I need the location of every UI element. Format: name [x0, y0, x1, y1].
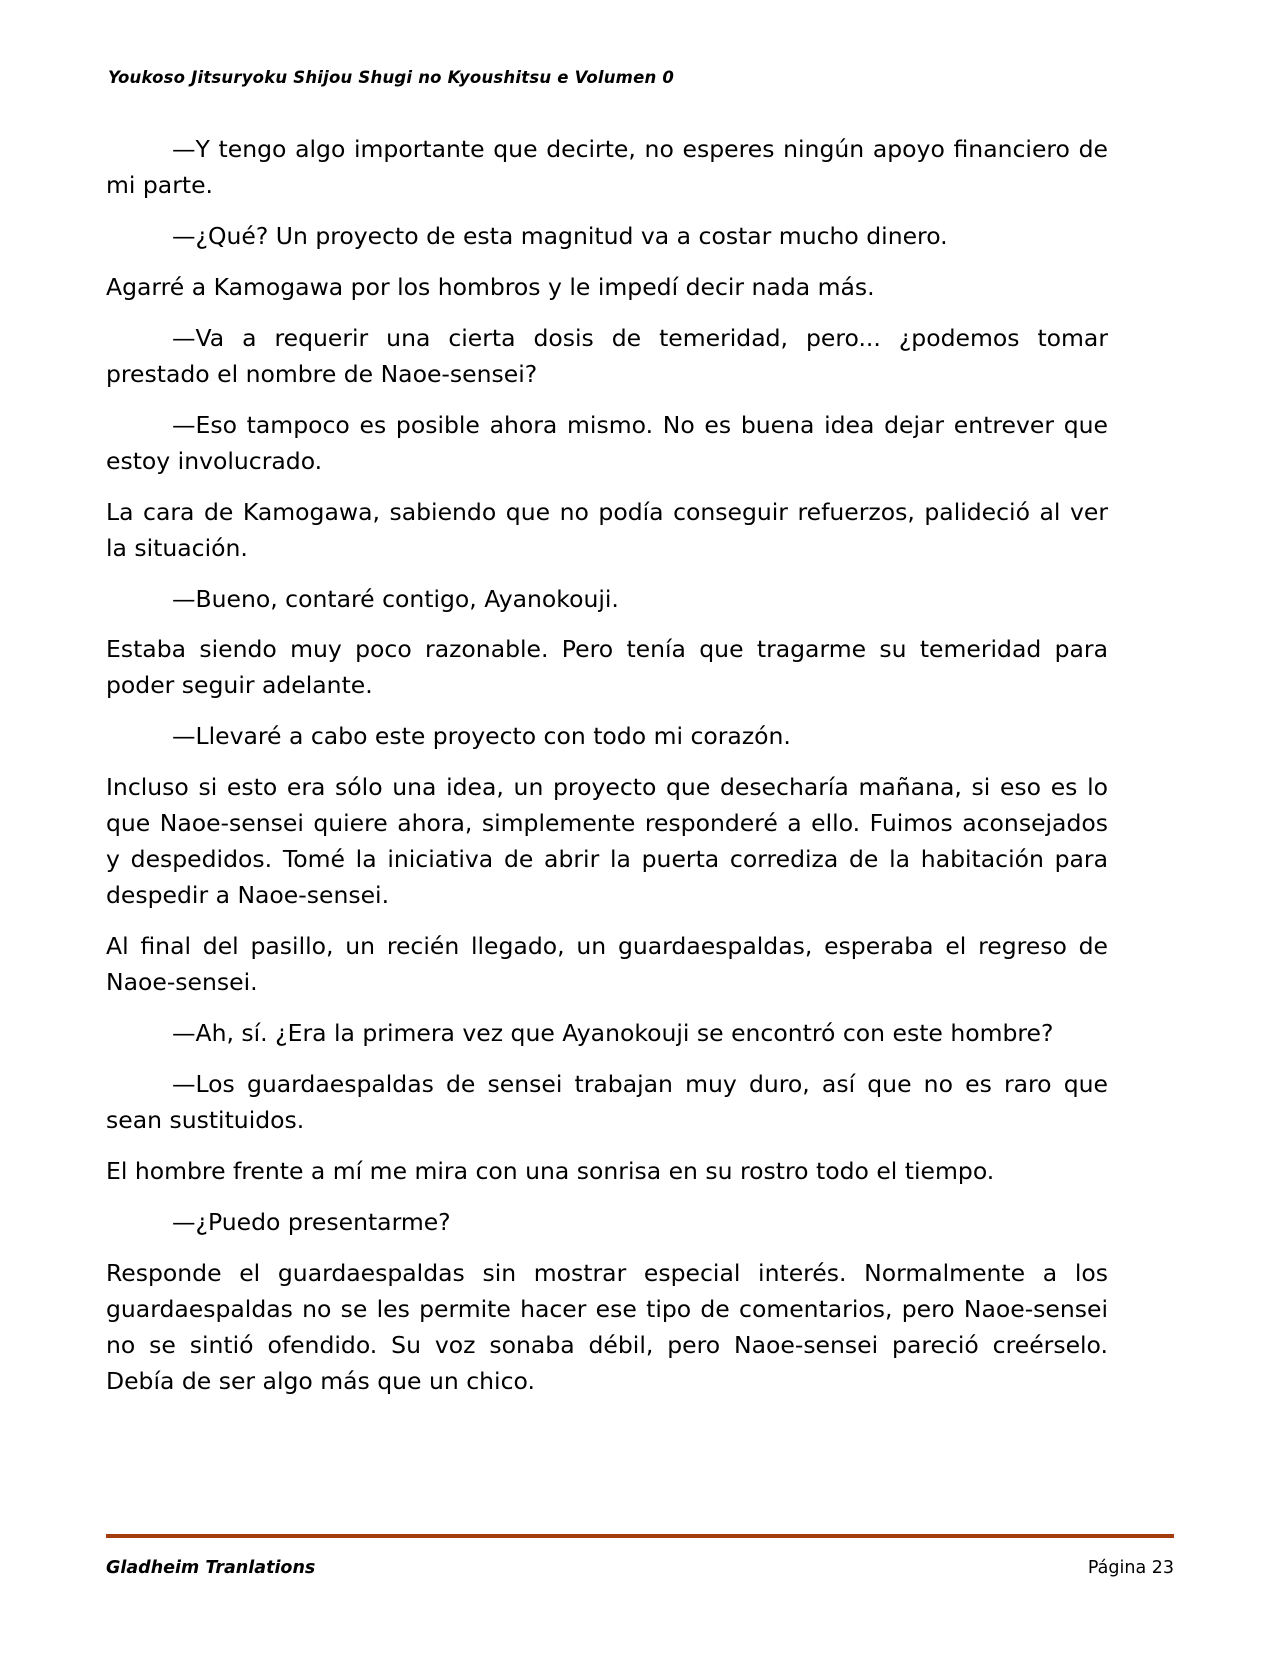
paragraph: —Ah, sí. ¿Era la primera vez que Ayanokouji se encontró con este hombre? [172, 1019, 1054, 1048]
paragraph: Agarré a Kamogawa por los hombros y le impedí decir nada más. [106, 272, 875, 301]
paragraph: —¿Qué? Un proyecto de esta magnitud va a costar mucho dinero. [172, 221, 948, 250]
footer-credit: Gladheim Tranlations [106, 1558, 316, 1578]
body-text [106, 132, 1108, 1400]
paragraph: —Bueno, contaré contigo, Ayanokouji. [172, 584, 619, 613]
paragraph: Incluso si esto era sólo una idea, un proyecto que desecharía mañana, si eso es lo que Naoe-sensei quiere ahora, simplemente responderé a ello. Fuimos aconsejados y despedidos. Tomé la iniciativa de abrir la puerta corrediza de la habitación para despedir a Naoe-sensei. [106, 773, 1108, 910]
paragraph: —Y tengo algo importante que decirte, no esperes ningún apoyo financiero de mi parte. [106, 135, 1108, 199]
paragraph: —Los guardaespaldas de sensei trabajan muy duro, así que no es raro que sean sustituidos. [106, 1070, 1108, 1134]
paragraph: —Llevaré a cabo este proyecto con todo mi corazón. [172, 722, 791, 751]
running-header: Youkoso Jitsuryoku Shijou Shugi no Kyoushitsu e Volumen 0 [108, 68, 675, 87]
paragraph: Al final del pasillo, un recién llegado, un guardaespaldas, esperaba el regreso de Naoe-sensei. [106, 932, 1108, 997]
paragraph: —¿Puedo presentarme? [172, 1207, 451, 1236]
page-number: Página 23 [1087, 1558, 1174, 1578]
paragraph: —Va a requerir una cierta dosis de temeridad, pero... ¿podemos tomar prestado el nombre de Naoe-sensei? [106, 323, 1108, 388]
paragraph: El hombre frente a mí me mira con una sonrisa en su rostro todo el tiempo. [106, 1156, 995, 1185]
paragraph: Responde el guardaespaldas sin mostrar especial interés. Normalmente a los guardaespaldas no se les permite hacer ese tipo de comentarios, pero Naoe-sensei no se sintió ofendido. Su voz sonaba débil, pero Naoe-sensei pareció creérselo. Debía de ser algo más que un chico. [106, 1258, 1108, 1395]
paragraph: La cara de Kamogawa, sabiendo que no podía conseguir refuerzos, palideció al ver la situación. [106, 497, 1108, 562]
paragraph: —Eso tampoco es posible ahora mismo. No es buena idea dejar entrever que estoy involucrado. [106, 410, 1108, 475]
footer-divider [106, 1534, 1174, 1538]
paragraph: Estaba siendo muy poco razonable. Pero tenía que tragarme su temeridad para poder seguir adelante. [106, 635, 1108, 700]
page-footer [106, 1558, 1174, 1578]
